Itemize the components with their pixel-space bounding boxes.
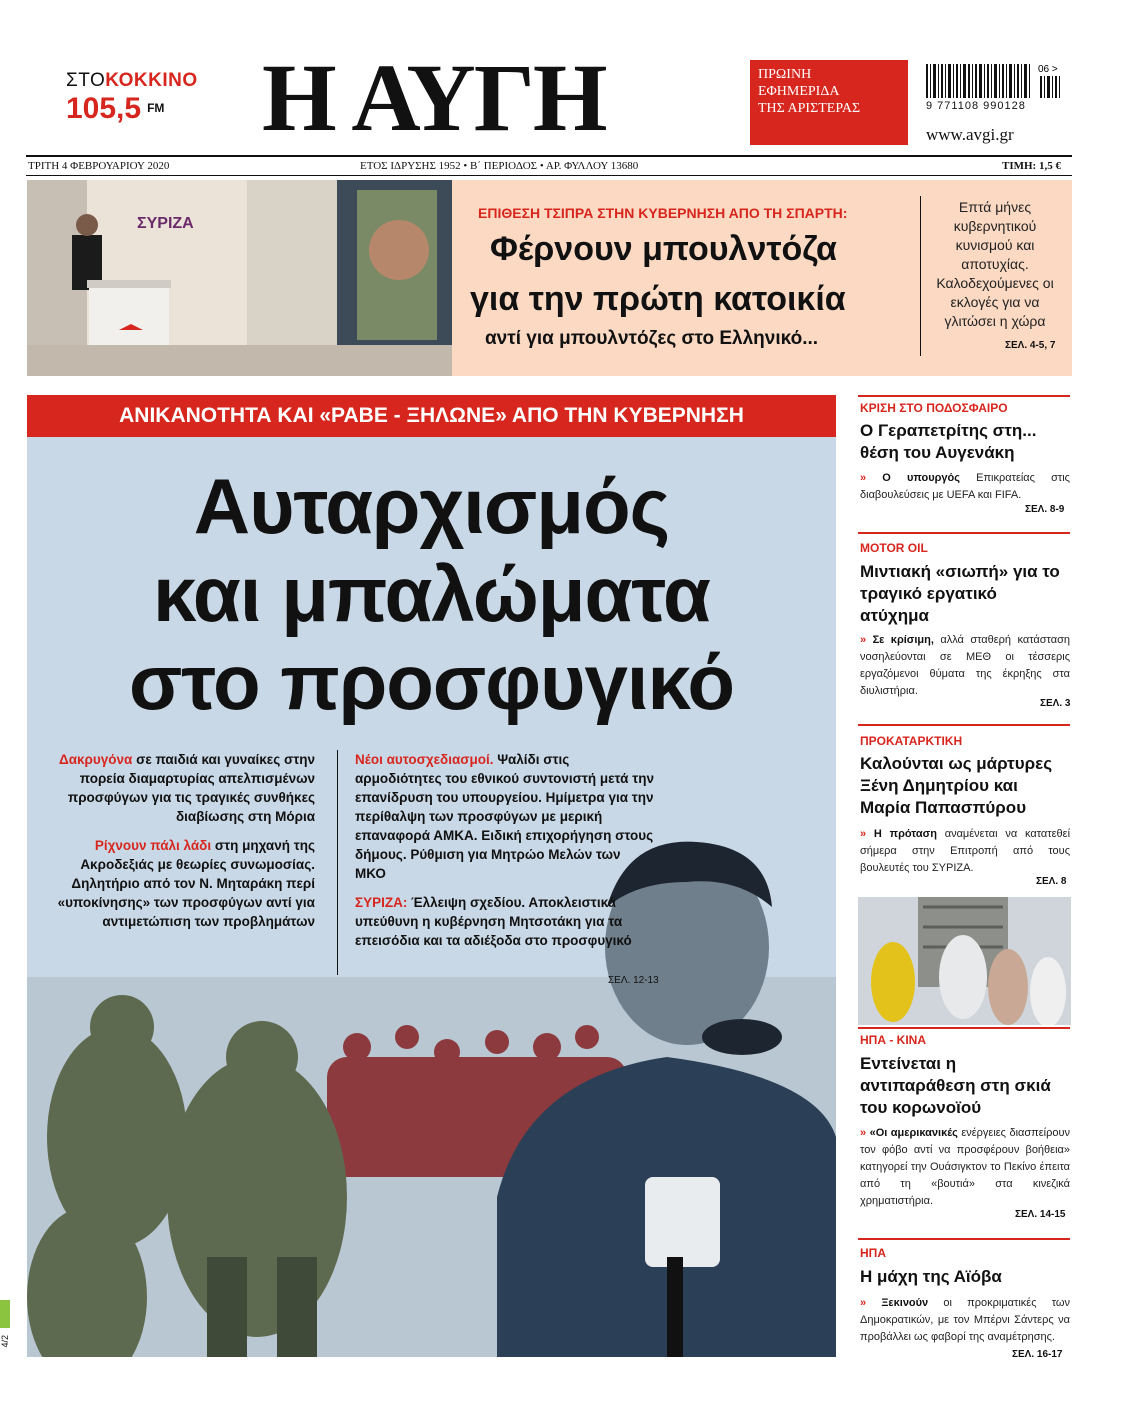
sidebar-headline[interactable]: Η μάχη της Αϊόβα bbox=[860, 1267, 1002, 1286]
divider bbox=[337, 750, 338, 975]
sidebar-headline[interactable]: Μιντιακή «σιωπή» για το τραγικό εργατικό ατύχημα bbox=[860, 562, 1060, 625]
chevron-icon: » bbox=[860, 634, 867, 646]
sidebar-kicker: ΗΠΑ - ΚΙΝΑ bbox=[860, 1033, 926, 1047]
radio-frequency: 105,5 bbox=[66, 92, 142, 125]
dateline: ΤΡΙΤΗ 4 ΦΕΒΡΟΥΑΡΙΟΥ 2020 bbox=[28, 160, 170, 172]
sidebar-body-text: ενέργειες διασπείρουν τον φόβο αντί να προσφέρουν βοήθεια» κατηγορεί την Ουάσιγκτον το Πεκίνο έπειτα από τη «βουτιά» στα κινεζικά χρηματιστήρια. bbox=[860, 1127, 1070, 1207]
masthead-tagline bbox=[750, 60, 908, 145]
paragraph-lead: ΣΥΡΙΖΑ: bbox=[355, 895, 408, 910]
sidebar-headline[interactable]: Καλούνται ως μάρτυρες Ξένη Δημητρίου και Μαρία Παπασπύρου bbox=[860, 754, 1053, 817]
top-story-headline[interactable]: Φέρνουν μπουλντόζα bbox=[490, 230, 837, 268]
page-ref: ΣΕΛ. 8-9 bbox=[1025, 504, 1065, 515]
lead-headline-line: στο προσφυγικό bbox=[128, 638, 735, 726]
paragraph-text: στη μηχανή της Ακροδεξιάς με θεωρίες συνωμοσίας. Δηλητήριο από τον Ν. Μηταράκη περί «υποκίνησης» των προσφύγων αντί για αντιμετώπιση των προβλημάτων bbox=[57, 838, 315, 929]
price: ΤΙΜΗ: 1,5 € bbox=[1002, 160, 1061, 172]
sidebar-body-lead: «Οι αμερικανικές bbox=[869, 1127, 958, 1139]
barcode-number: 9 771108 990128 bbox=[926, 100, 1026, 112]
sidebar-body-text: αλλά σταθερή κατάσταση νοσηλεύονται σε ΜΕΘ οι τέσσερις εργαζόμενοι θύματα της έκρηξης στα διυλιστήρια. bbox=[860, 634, 1070, 697]
sidebar-headline[interactable]: Εντείνεται η αντιπαράθεση στη σκιά του κορωνοϊού bbox=[860, 1054, 1051, 1117]
tsipras-speech-photo bbox=[27, 180, 452, 376]
chevron-icon: » bbox=[860, 472, 867, 484]
lead-headline-line: και μπαλώματα bbox=[153, 550, 710, 638]
page-ref: ΣΕΛ. 14-15 bbox=[1015, 1209, 1066, 1220]
sidebar-body-lead: Ο υπουργός bbox=[882, 472, 960, 484]
barcode-issue: 06 > bbox=[1038, 64, 1058, 75]
sidebar-kicker: MOTOR OIL bbox=[860, 541, 928, 555]
sidebar-rule bbox=[858, 724, 1070, 726]
website[interactable]: www.avgi.gr bbox=[926, 125, 1014, 144]
rule bbox=[26, 155, 1072, 157]
sidebar-kicker: ΚΡΙΣΗ ΣΤΟ ΠΟΔΟΣΦΑΙΡΟ bbox=[860, 401, 1008, 415]
radio-logo bbox=[66, 70, 196, 126]
radio-name-main: ΚΟΚΚΙΝΟ bbox=[105, 70, 198, 91]
top-story-kicker: ΕΠΙΘΕΣΗ ΤΣΙΠΡΑ ΣΤΗΝ ΚΥΒΕΡΝΗΣΗ ΑΠΟ ΤΗ ΣΠΑΡΤΗ: bbox=[478, 205, 848, 221]
top-story-summary: Επτά μήνες κυβερνητικού κυνισμού και αποτυχίας. Καλοδεχούμενες οι εκλογές για να γλιτώσει η χώρα bbox=[936, 199, 1054, 329]
lead-column-1 bbox=[50, 750, 315, 941]
tagline-line: ΕΦΗΜΕΡΙΔΑ bbox=[758, 84, 840, 99]
paragraph-text: σε παιδιά και γυναίκες στην πορεία διαμαρτυρίας απελπισμένων προσφύγων για τις τραγικές συνθήκες διαβίωσης στη Μόρια bbox=[67, 752, 315, 824]
sidebar-body-lead: Ξεκινούν bbox=[881, 1297, 929, 1309]
edge-label: 4/2 bbox=[0, 1335, 10, 1348]
sidebar-body bbox=[860, 826, 1070, 877]
lead-headline-line: Αυταρχισμός bbox=[193, 462, 670, 550]
sidebar-body-lead: Η πρόταση bbox=[873, 828, 937, 840]
paragraph-lead: Νέοι αυτοσχεδιασμοί. bbox=[355, 752, 494, 767]
chevron-icon: » bbox=[860, 828, 867, 840]
radio-name-prefix: ΣΤΟ bbox=[66, 70, 106, 91]
lead-banner: ΑΝΙΚΑΝΟΤΗΤΑ ΚΑΙ «ΡΑΒΕ - ΞΗΛΩΝΕ» ΑΠΟ ΤΗΝ ΚΥΒΕΡΝΗΣΗ bbox=[27, 395, 836, 437]
paragraph-lead: Δακρυγόνα bbox=[59, 752, 133, 767]
volume-info: ΕΤΟΣ ΙΔΡΥΣΗΣ 1952 • Β΄ ΠΕΡΙΟΔΟΣ • ΑΡ. ΦΥΛΛΟΥ 13680 bbox=[360, 160, 639, 172]
page-ref: ΣΕΛ. 12-13 bbox=[608, 975, 659, 986]
page-ref: ΣΕΛ. 16-17 bbox=[1012, 1349, 1063, 1360]
sidebar-rule bbox=[858, 532, 1070, 534]
sidebar-rule bbox=[858, 1027, 1070, 1029]
paragraph-lead: Ρίχνουν πάλι λάδι bbox=[94, 838, 212, 853]
page-ref: ΣΕΛ. 8 bbox=[1036, 876, 1067, 887]
rule bbox=[26, 175, 1072, 176]
radio-band: FM bbox=[147, 100, 165, 115]
masthead-title: Η ΑΥΓΗ bbox=[262, 44, 606, 151]
paragraph-text: Ψαλίδι στις αρμοδιότητες του εθνικού συντονιστή μετά την επανίδρυση του υπουργείου. Ημίμετρα για την περίθαλψη των προσφύγων με μερική επαναφορά ΑΜΚΑ. Ειδική επιχορήγηση στους δήμους. Ρύθμιση για Μητρώο Μελών των ΜΚΟ bbox=[355, 752, 654, 881]
sidebar-rule bbox=[858, 1238, 1070, 1240]
sidebar-body bbox=[860, 632, 1070, 700]
tagline-line: ΤΗΣ ΑΡΙΣΤΕΡΑΣ bbox=[758, 101, 861, 116]
lead-headline[interactable] bbox=[27, 462, 836, 726]
chevron-icon: » bbox=[860, 1127, 867, 1139]
coronavirus-airport-photo bbox=[858, 897, 1071, 1025]
top-story-subhead: αντί για μπουλντόζες στο Ελληνικό... bbox=[485, 328, 819, 349]
page-ref: ΣΕΛ. 4-5, 7 bbox=[1005, 340, 1056, 351]
paragraph-text: Έλλειψη σχεδίου. Αποκλειστικά υπεύθυνη η κυβέρνηση Μητσοτάκη για τα επεισόδια και τα αδιέξοδα στο προσφυγικό bbox=[355, 895, 632, 948]
sidebar-body bbox=[860, 1295, 1070, 1346]
sidebar-body-text: Επικρατείας στις διαβουλεύσεις με UEFA και FIFA. bbox=[860, 472, 1070, 501]
sidebar-body bbox=[860, 1125, 1070, 1210]
sidebar-headline[interactable]: Ο Γεραπετρίτης στη... θέση του Αυγενάκη bbox=[860, 421, 1037, 462]
divider bbox=[920, 196, 921, 356]
lead-column-2 bbox=[355, 750, 655, 960]
sidebar-body-text: αναμένεται να κατατεθεί σήμερα στην Επιτροπή από τους βουλευτές του ΣΥΡΙΖΑ. bbox=[860, 828, 1071, 874]
sidebar-kicker: ΗΠΑ bbox=[860, 1246, 886, 1260]
tagline-line: ΠΡΩΙΝΗ bbox=[758, 67, 812, 82]
sidebar-kicker: ΠΡΟΚΑΤΑΡΚΤΙΚΗ bbox=[860, 734, 963, 748]
edge-color-tab bbox=[0, 1300, 10, 1328]
sidebar-body-text: οι προκριματικές των Δημοκρατικών, με τον Μπέρνι Σάντερς να προβάλλει ως φαβορί της αναμέτρησης. bbox=[860, 1297, 1070, 1343]
sidebar-rule bbox=[858, 395, 1070, 397]
party-logo-text: ΣΥΡΙΖΑ bbox=[137, 215, 194, 232]
chevron-icon: » bbox=[860, 1297, 867, 1309]
sidebar-body-lead: Σε κρίσιμη, bbox=[872, 634, 934, 646]
top-story-headline[interactable]: για την πρώτη κατοικία bbox=[470, 280, 846, 318]
page-ref: ΣΕΛ. 3 bbox=[1040, 698, 1071, 709]
sidebar-body bbox=[860, 470, 1070, 504]
